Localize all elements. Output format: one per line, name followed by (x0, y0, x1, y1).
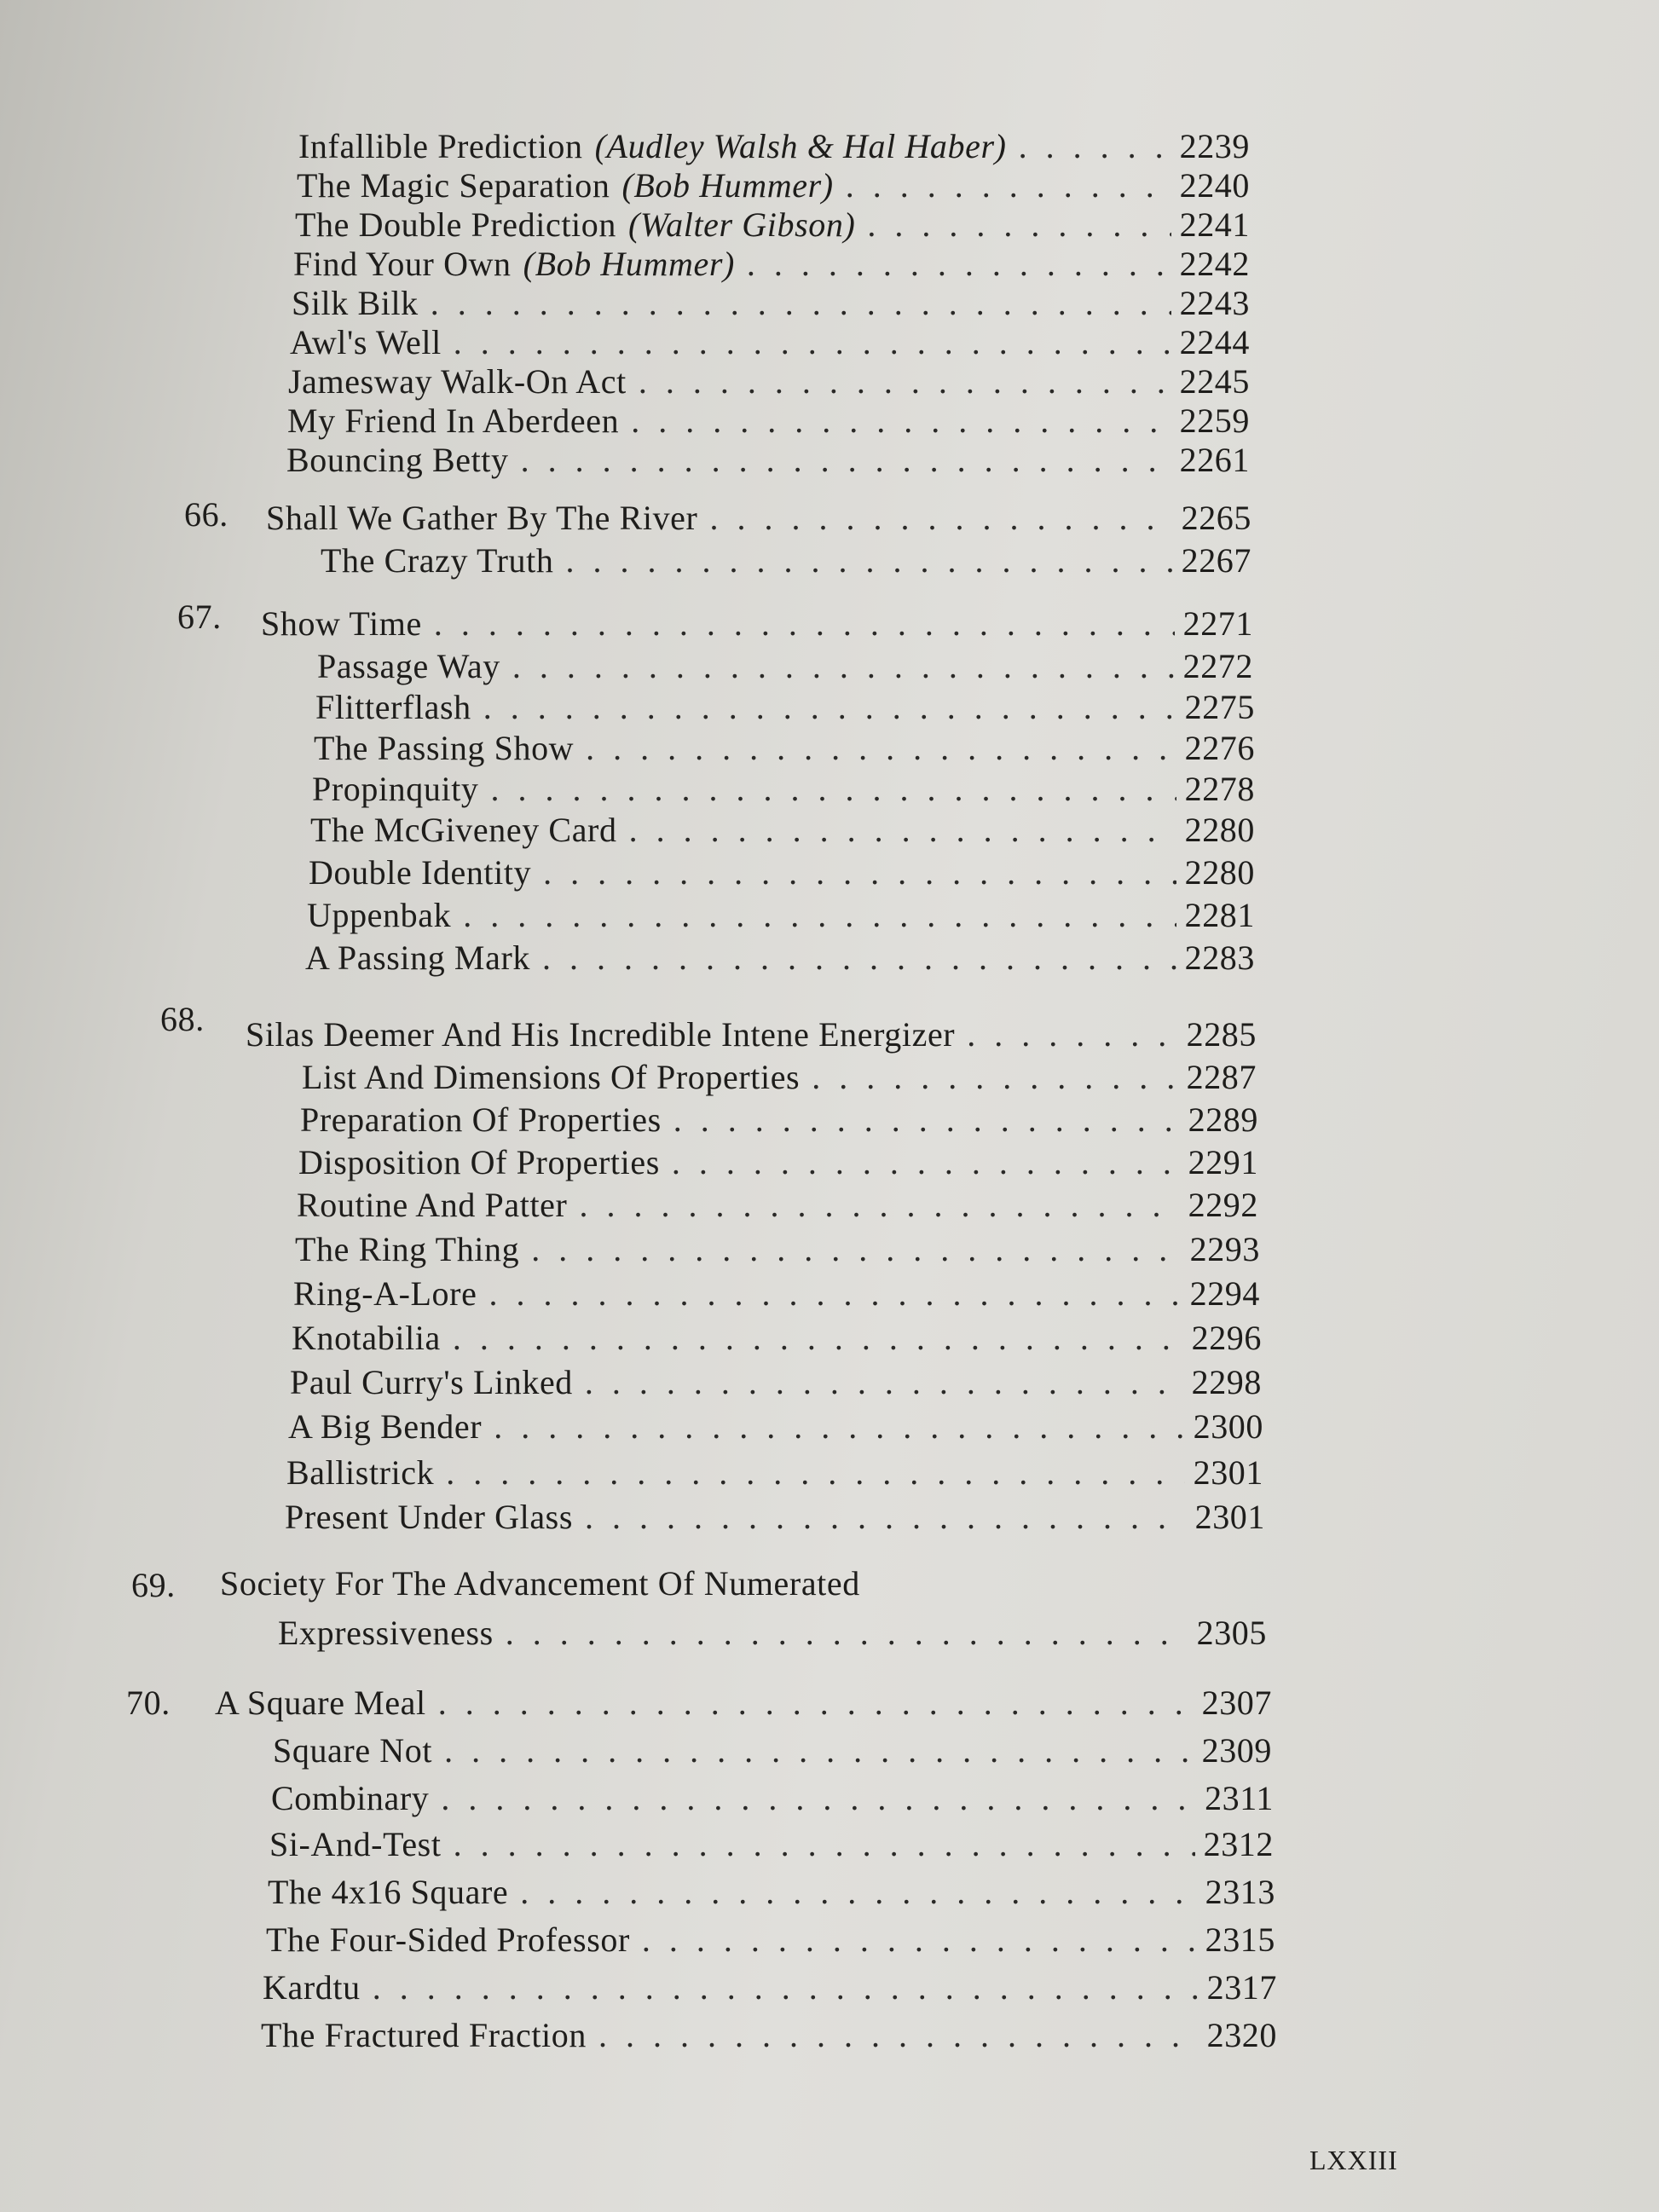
chapter-number: 70. (126, 1684, 171, 1722)
dot-leader (483, 687, 1176, 728)
entry-page-number: 2272 (1182, 647, 1253, 685)
entry-page-number: 2305 (1196, 1614, 1267, 1652)
dot-leader (454, 322, 1171, 363)
entry-author: (Bob Hummer) (621, 166, 834, 205)
entry-title: Bouncing Betty (286, 441, 509, 479)
entry-title: Propinquity (312, 770, 479, 808)
dot-leader (629, 810, 1176, 851)
dot-leader (512, 646, 1175, 687)
dot-leader (373, 1967, 1199, 2008)
dot-leader (531, 1229, 1181, 1270)
toc-entry (261, 2015, 1277, 2056)
entry-title: A Big Bender (288, 1407, 483, 1446)
entry-page-number: 2300 (1193, 1407, 1263, 1446)
chapter-number: 67. (177, 598, 222, 636)
entry-page-number: 2289 (1188, 1100, 1258, 1139)
entry-page-number: 2283 (1184, 939, 1255, 977)
entry-title: Routine And Patter (297, 1186, 568, 1224)
chapter-number: 68. (160, 1000, 205, 1038)
entry-page-number: 2309 (1201, 1731, 1272, 1770)
dot-leader (673, 1100, 1180, 1141)
entry-page-number: 2293 (1189, 1230, 1260, 1268)
toc-entry (321, 540, 1251, 581)
entry-page-number: 2296 (1191, 1319, 1262, 1357)
toc-entry (271, 1778, 1274, 1819)
entry-author: (Bob Hummer) (523, 245, 735, 283)
entry-page-number: 2245 (1179, 362, 1250, 401)
chapter-heading (246, 1014, 1257, 1055)
entry-page-number: 2267 (1181, 541, 1251, 580)
toc-entry (290, 1362, 1262, 1403)
toc-entry (292, 1318, 1262, 1359)
dot-leader (867, 205, 1171, 245)
dot-leader (521, 440, 1171, 481)
toc-entry (288, 1406, 1263, 1447)
entry-title: The Passing Show (314, 729, 575, 767)
entry-page-number: 2291 (1188, 1143, 1258, 1181)
chapter-heading (261, 604, 1253, 644)
dot-leader (585, 1362, 1183, 1403)
entry-page-number: 2242 (1179, 245, 1250, 283)
entry-page-number: 2292 (1188, 1186, 1258, 1224)
dot-leader (454, 1824, 1195, 1865)
toc-entry (293, 244, 1250, 285)
entry-title: The McGiveney Card (310, 811, 617, 849)
toc-entry (268, 1872, 1275, 1913)
entry-page-number: 2271 (1182, 604, 1253, 643)
chapter-title: Shall We Gather By The River (266, 499, 698, 537)
dot-leader (709, 498, 1172, 539)
dot-leader (488, 1273, 1181, 1314)
dot-leader (846, 165, 1171, 206)
entry-author: (Walter Gibson) (627, 205, 856, 244)
entry-page-number: 2320 (1206, 2016, 1277, 2054)
toc-entry (295, 205, 1250, 245)
chapter-number: 69. (131, 1566, 176, 1604)
dot-leader (446, 1453, 1184, 1493)
entry-title: Awl's Well (290, 323, 442, 361)
toc-entry (286, 440, 1250, 481)
toc-entry (309, 852, 1255, 893)
chapter-title: Silas Deemer And His Incredible Intene Energizer (246, 1015, 956, 1054)
entry-title: Ring-A-Lore (293, 1274, 477, 1313)
entry-title: The Fractured Fraction (261, 2016, 587, 2054)
toc-entry (288, 361, 1250, 402)
entry-page-number: 2241 (1179, 205, 1250, 244)
toc-entry (307, 895, 1255, 936)
toc-entry (298, 126, 1250, 167)
toc-entry (263, 1967, 1277, 2008)
dot-leader (441, 1778, 1196, 1819)
chapter-title-continued: Expressiveness (278, 1614, 494, 1652)
toc-entry (292, 283, 1250, 324)
entry-title: Kardtu (263, 1968, 361, 2007)
dot-leader (463, 895, 1176, 936)
entry-title: Paul Curry's Linked (290, 1363, 573, 1401)
dot-leader (444, 1730, 1194, 1771)
entry-page-number: 2276 (1184, 729, 1255, 767)
entry-title: The Magic Separation (297, 166, 610, 205)
toc-entry (285, 1497, 1265, 1538)
entry-title: The 4x16 Square (268, 1873, 509, 1911)
chapter-title: A Square Meal (215, 1684, 426, 1722)
entry-page-number: 2275 (1184, 688, 1255, 726)
dot-leader (438, 1683, 1194, 1724)
entry-page-number: 2265 (1181, 499, 1251, 537)
dot-leader (631, 401, 1171, 442)
dot-leader (520, 1872, 1196, 1913)
chapter-heading (215, 1683, 1272, 1724)
toc-entry (273, 1730, 1272, 1771)
dot-leader (506, 1613, 1188, 1654)
entry-title: Uppenbak (307, 896, 452, 934)
entry-title: Find Your Own (293, 245, 512, 283)
dot-leader (672, 1142, 1180, 1183)
chapter-title: Show Time (261, 604, 422, 643)
entry-title: Double Identity (309, 853, 532, 892)
dot-leader (586, 728, 1176, 769)
entry-title: The Four-Sided Professor (266, 1920, 630, 1959)
entry-title: List And Dimensions Of Properties (302, 1058, 801, 1096)
entry-page-number: 2280 (1184, 811, 1255, 849)
entry-page-number: 2307 (1201, 1684, 1272, 1722)
toc-entry (312, 769, 1255, 810)
entry-page-number: 2287 (1186, 1058, 1257, 1096)
dot-leader (494, 1406, 1184, 1447)
entry-page-number: 2259 (1179, 401, 1250, 440)
entry-page-number: 2294 (1189, 1274, 1260, 1313)
entry-title: Infallible Prediction (298, 127, 583, 165)
toc-entry (266, 1920, 1275, 1961)
entry-title: A Passing Mark (305, 939, 530, 977)
entry-page-number: 2313 (1205, 1873, 1275, 1911)
toc-entry (295, 1229, 1260, 1270)
entry-page-number: 2243 (1179, 284, 1250, 322)
dot-leader (747, 244, 1171, 285)
dot-leader (642, 1920, 1197, 1961)
toc-entry (305, 938, 1255, 979)
toc-entry (287, 401, 1250, 442)
toc-entry (286, 1453, 1263, 1493)
entry-page-number: 2285 (1186, 1015, 1257, 1054)
entry-page-number: 2278 (1184, 770, 1255, 808)
entry-page-number: 2261 (1179, 441, 1250, 479)
dot-leader (453, 1318, 1183, 1359)
toc-entry (310, 810, 1255, 851)
dot-leader (967, 1014, 1177, 1055)
entry-page-number: 2317 (1206, 1968, 1277, 2007)
toc-entry (314, 728, 1255, 769)
toc-entry (269, 1824, 1274, 1865)
entry-page-number: 2315 (1205, 1920, 1275, 1959)
entry-page-number: 2240 (1179, 166, 1250, 205)
dot-leader (542, 938, 1176, 979)
page-folio: LXXIII (1309, 2145, 1398, 2175)
toc-entry (317, 646, 1253, 687)
toc-entry (293, 1273, 1260, 1314)
dot-leader (1019, 126, 1171, 167)
entry-title: The Double Prediction (295, 205, 616, 244)
entry-page-number: 2301 (1193, 1453, 1263, 1492)
toc-entry (298, 1142, 1258, 1183)
entry-page-number: 2301 (1194, 1498, 1265, 1536)
toc-entry (300, 1100, 1258, 1141)
entry-title: Ballistrick (286, 1453, 435, 1492)
toc-entry (297, 165, 1250, 206)
entry-page-number: 2239 (1179, 127, 1250, 165)
dot-leader (812, 1057, 1177, 1098)
dot-leader (585, 1497, 1187, 1538)
entry-title: The Ring Thing (295, 1230, 520, 1268)
entry-page-number: 2312 (1203, 1825, 1274, 1863)
dot-leader (639, 361, 1171, 402)
dot-leader (579, 1185, 1179, 1226)
dot-leader (431, 283, 1171, 324)
entry-title: Jamesway Walk-On Act (288, 362, 627, 401)
toc-entry (297, 1185, 1258, 1226)
entry-page-number: 2298 (1191, 1363, 1262, 1401)
dot-leader (598, 2015, 1199, 2056)
entry-title: The Crazy Truth (321, 541, 554, 580)
chapter-title: Society For The Advancement Of Numerated (220, 1564, 860, 1603)
entry-page-number: 2281 (1184, 896, 1255, 934)
entry-title: Preparation Of Properties (300, 1100, 662, 1139)
entry-title: My Friend In Aberdeen (287, 401, 620, 440)
toc-entry (302, 1057, 1257, 1098)
entry-title: Si-And-Test (269, 1825, 442, 1863)
dot-leader (491, 769, 1176, 810)
entry-page-number: 2244 (1179, 323, 1250, 361)
dot-leader (565, 540, 1172, 581)
dot-leader (434, 604, 1175, 644)
chapter-number: 66. (184, 495, 228, 534)
entry-title: Square Not (273, 1731, 433, 1770)
entry-title: Combinary (271, 1779, 430, 1817)
entry-title: Present Under Glass (285, 1498, 574, 1536)
entry-title: Passage Way (317, 647, 500, 685)
entry-title: Silk Bilk (292, 284, 419, 322)
entry-page-number: 2280 (1184, 853, 1255, 892)
toc-entry (290, 322, 1250, 363)
chapter-heading (278, 1613, 1267, 1654)
entry-page-number: 2311 (1205, 1779, 1274, 1817)
toc-entry (315, 687, 1255, 728)
entry-author: (Audley Walsh & Hal Haber) (594, 127, 1007, 165)
entry-title: Knotabilia (292, 1319, 441, 1357)
chapter-heading (266, 498, 1251, 539)
entry-title: Flitterflash (315, 688, 471, 726)
entry-title: Disposition Of Properties (298, 1143, 660, 1181)
dot-leader (543, 852, 1176, 893)
